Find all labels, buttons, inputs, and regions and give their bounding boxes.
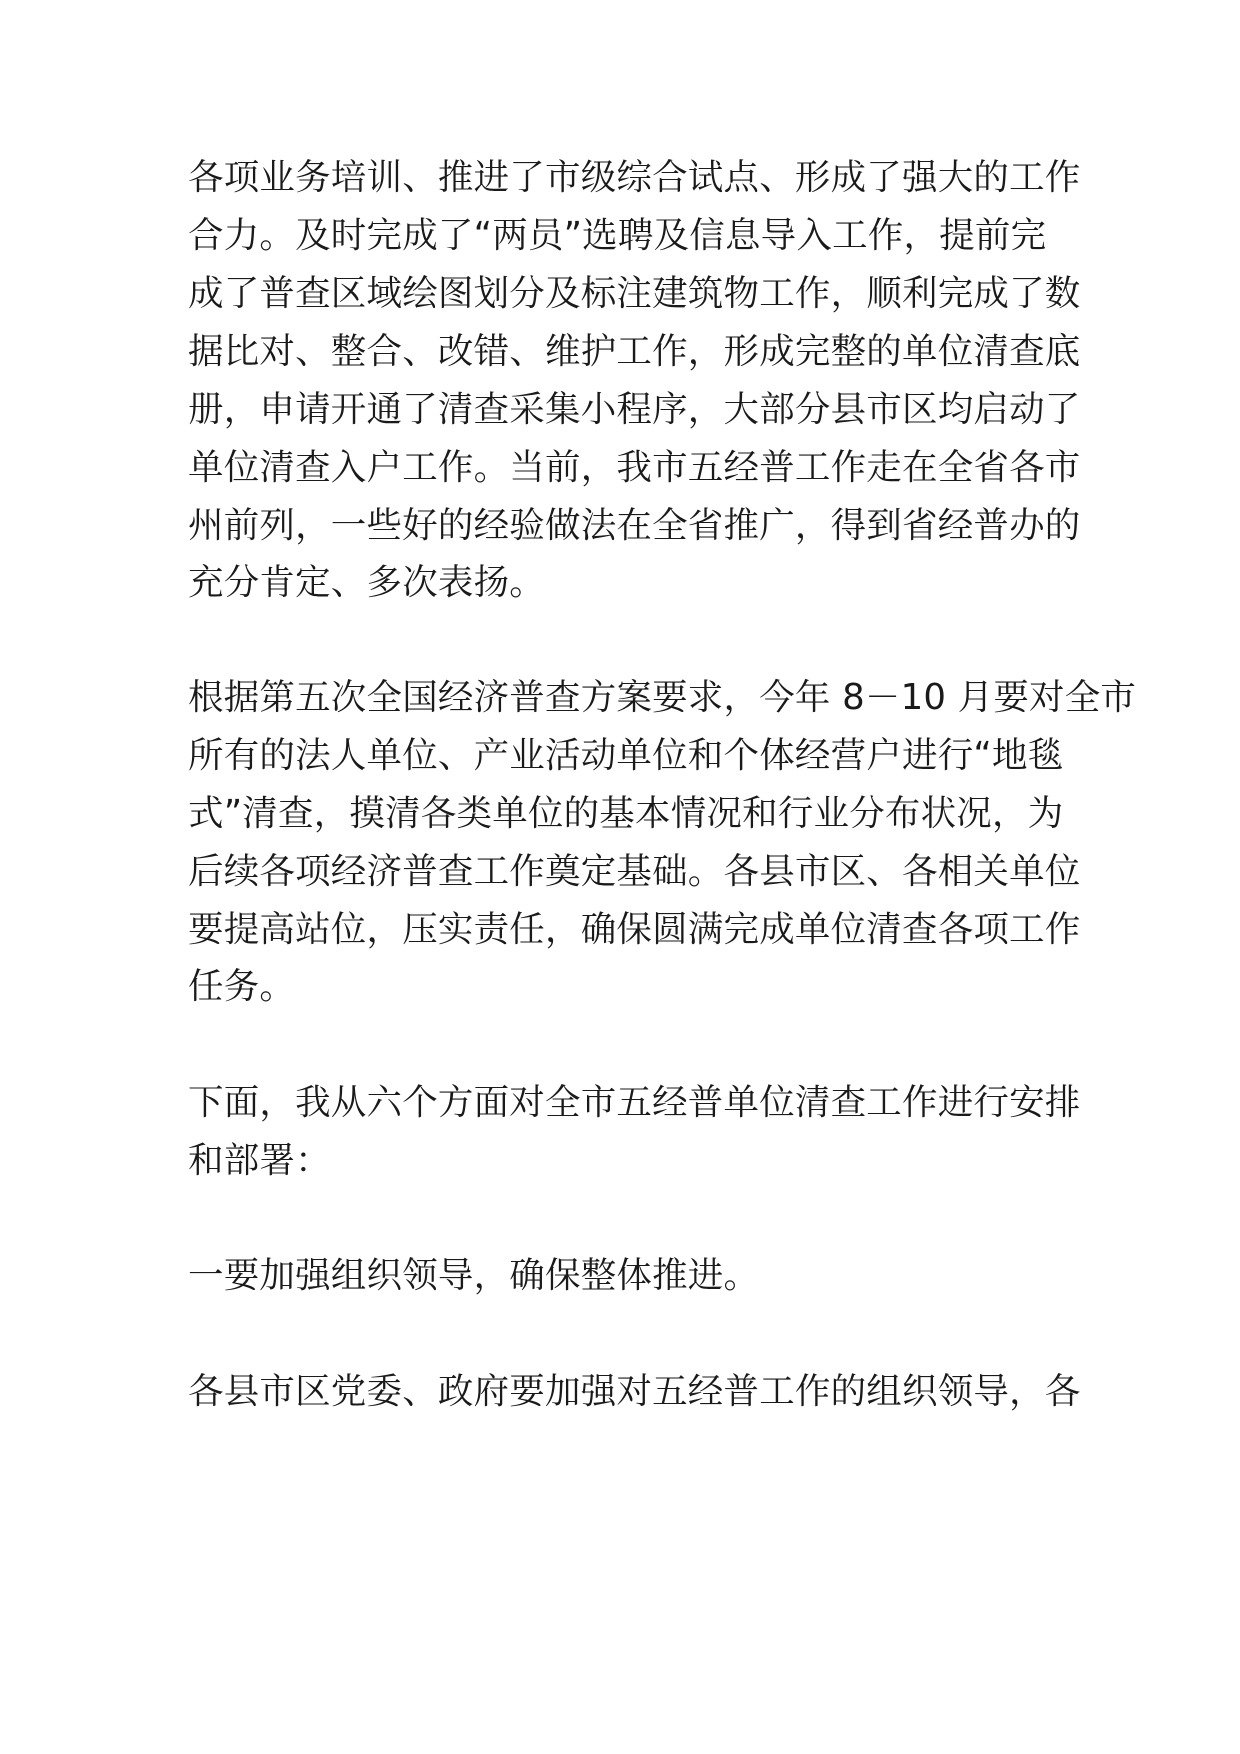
text-line: 和部署： <box>188 1140 331 1181</box>
text-line: 任务。 <box>188 966 296 1007</box>
text-line: 下面，我从六个方面对全市五经普单位清查工作进行安排 <box>188 1082 1081 1123</box>
text-line: 一要加强组织领导，确保整体推进。 <box>188 1255 760 1296</box>
text-line: 据比对、整合、改错、维护工作，形成完整的单位清查底 <box>188 331 1081 372</box>
text-line: 后续各项经济普查工作奠定基础。各县市区、各相关单位 <box>188 851 1081 892</box>
text-line: 根据第五次全国经济普查方案要求，今年 8－10 月要对全市 <box>188 677 1137 718</box>
text-line: 所有的法人单位、产业活动单位和个体经营户进行“地毯 <box>188 735 1064 776</box>
text-line: 单位清查入户工作。当前，我市五经普工作走在全省各市 <box>188 447 1081 488</box>
text-line: 式”清查，摸清各类单位的基本情况和行业分布状况，为 <box>188 793 1064 834</box>
text-line: 合力。及时完成了“两员”选聘及信息导入工作，提前完 <box>188 215 1047 256</box>
text-line: 各项业务培训、推进了市级综合试点、形成了强大的工作 <box>188 157 1081 198</box>
text-line: 各县市区党委、政府要加强对五经普工作的组织领导，各 <box>188 1371 1081 1412</box>
text-line: 册，申请开通了清查采集小程序，大部分县市区均启动了 <box>188 389 1081 430</box>
text-line: 要提高站位，压实责任，确保圆满完成单位清查各项工作 <box>188 909 1081 950</box>
text-line: 成了普查区域绘图划分及标注建筑物工作，顺利完成了数 <box>188 273 1081 314</box>
text-line: 州前列，一些好的经验做法在全省推广，得到省经普办的 <box>188 505 1081 546</box>
text-line: 充分肯定、多次表扬。 <box>188 562 546 603</box>
